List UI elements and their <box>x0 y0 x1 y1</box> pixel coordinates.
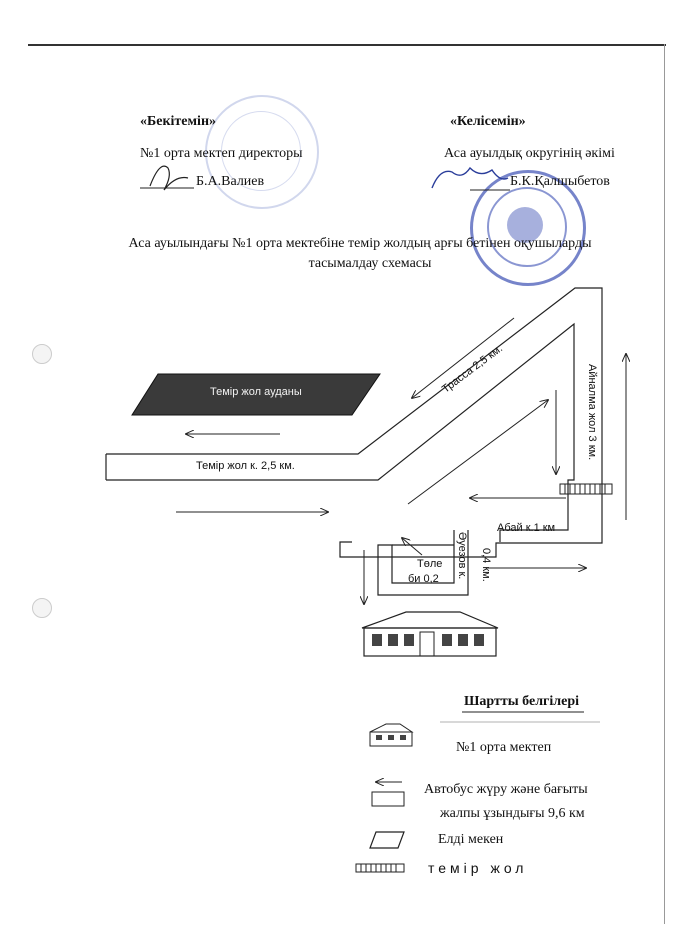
road-outline-outer <box>106 288 602 557</box>
agree-heading: «Келісемін» <box>450 114 526 129</box>
agree-name: Б.К.Қалшыбетов <box>510 174 610 189</box>
school-building-map <box>362 612 498 656</box>
arrow-tole-up <box>402 538 422 555</box>
label-railway-district: Темір жол ауданы <box>210 386 302 398</box>
legend-length-label: жалпы ұзындығы 9,6 км <box>440 806 585 821</box>
arrow-trassa-back <box>412 318 514 398</box>
label-road-ainalma: Айналма жол 3 км. <box>586 364 598 461</box>
approve-position: №1 орта мектеп директоры <box>140 146 303 161</box>
document-title-line-1: Аса ауылындағы №1 орта мектебіне темір жолдың арғы бетінен оқушыларды <box>128 236 592 251</box>
akim-signature <box>432 168 508 188</box>
legend-settlement-label: Елді мекен <box>438 832 504 847</box>
legend-railway-symbol <box>356 864 404 872</box>
label-road-abai: Абай к.1 км <box>497 522 556 534</box>
legend-bus-label: Автобус жүру және бағыты <box>424 782 588 797</box>
label-road-temir: Темір жол к. 2,5 км. <box>196 460 295 472</box>
label-road-trassa: Трасса 2,5 км. <box>440 342 505 396</box>
legend-title: Шартты белгілері <box>464 694 580 709</box>
agree-position: Аса ауылдық округінің әкімі <box>444 146 615 161</box>
legend-settlement-symbol <box>370 832 404 848</box>
label-road-auezov: Әуезов к. <box>456 532 468 580</box>
approve-heading: «Бекітемін» <box>140 114 217 129</box>
approve-name: Б.А.Валиев <box>196 174 265 189</box>
legend-road-symbol <box>372 792 404 806</box>
legend-school-icon <box>370 724 412 746</box>
label-road-auezov-length: 0,4 км. <box>480 548 492 582</box>
label-road-tole: Төле <box>417 558 443 570</box>
legend-railway-label: темір жол <box>428 860 528 876</box>
arrow-trassa-forward <box>408 400 548 504</box>
label-road-tole-length: би 0,2 <box>408 573 439 585</box>
director-signature <box>150 166 188 190</box>
document-title-line-2: тасымалдау схемасы <box>308 256 432 271</box>
legend-school-label: №1 орта мектеп <box>456 740 552 755</box>
